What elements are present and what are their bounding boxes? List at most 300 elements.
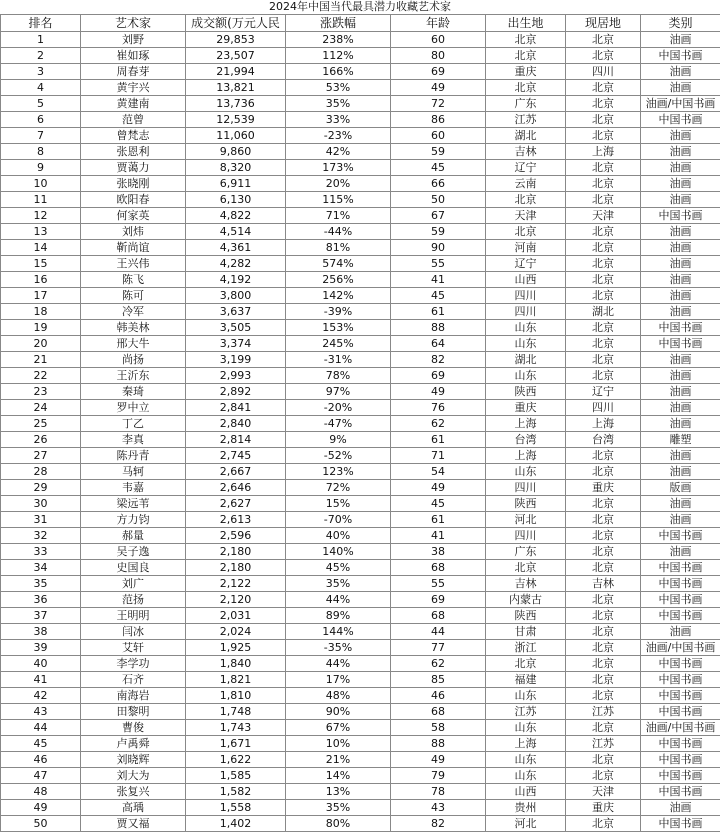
cell-rank: 4 — [1, 80, 81, 96]
cell-rank: 47 — [1, 768, 81, 784]
cell-rank: 14 — [1, 240, 81, 256]
cell-artist: 史国良 — [81, 560, 186, 576]
cell-turnover: 12,539 — [186, 112, 286, 128]
header-row — [1, 15, 720, 32]
cell-age: 46 — [391, 688, 486, 704]
cell-residence: 四川 — [566, 64, 641, 80]
cell-rank: 42 — [1, 688, 81, 704]
cell-rank: 27 — [1, 448, 81, 464]
cell-category: 油画 — [641, 192, 720, 208]
cell-turnover: 2,180 — [186, 560, 286, 576]
cell-rank: 43 — [1, 704, 81, 720]
cell-turnover: 4,822 — [186, 208, 286, 224]
sheet-title: 2024年中国当代最具潜力收藏艺术家 — [0, 0, 720, 15]
cell-artist: 秦琦 — [81, 384, 186, 400]
cell-category: 中国书画 — [641, 672, 720, 688]
cell-birthplace: 辽宁 — [486, 256, 566, 272]
cell-birthplace: 陕西 — [486, 496, 566, 512]
cell-residence: 北京 — [566, 512, 641, 528]
cell-age: 61 — [391, 304, 486, 320]
cell-category: 中国书画 — [641, 528, 720, 544]
cell-birthplace: 山西 — [486, 784, 566, 800]
cell-category: 油画 — [641, 496, 720, 512]
cell-age: 62 — [391, 656, 486, 672]
cell-residence: 北京 — [566, 240, 641, 256]
cell-turnover: 2,993 — [186, 368, 286, 384]
cell-turnover: 6,130 — [186, 192, 286, 208]
cell-artist: 刘大为 — [81, 768, 186, 784]
table-row — [1, 48, 720, 64]
cell-category: 油画 — [641, 128, 720, 144]
table-row — [1, 256, 720, 272]
cell-artist: 崔如琢 — [81, 48, 186, 64]
cell-birthplace: 山东 — [486, 768, 566, 784]
cell-change: 45% — [286, 560, 391, 576]
cell-age: 82 — [391, 352, 486, 368]
cell-birthplace: 福建 — [486, 672, 566, 688]
cell-residence: 北京 — [566, 32, 641, 48]
cell-rank: 33 — [1, 544, 81, 560]
cell-turnover: 2,841 — [186, 400, 286, 416]
cell-category: 中国书画 — [641, 768, 720, 784]
cell-artist: 张晓刚 — [81, 176, 186, 192]
cell-age: 86 — [391, 112, 486, 128]
cell-artist: 李学功 — [81, 656, 186, 672]
cell-residence: 北京 — [566, 320, 641, 336]
cell-rank: 7 — [1, 128, 81, 144]
cell-rank: 5 — [1, 96, 81, 112]
cell-category: 中国书画 — [641, 576, 720, 592]
table-row — [1, 384, 720, 400]
cell-residence: 北京 — [566, 112, 641, 128]
cell-turnover: 13,821 — [186, 80, 286, 96]
cell-category: 版画 — [641, 480, 720, 496]
cell-birthplace: 贵州 — [486, 800, 566, 816]
cell-turnover: 1,585 — [186, 768, 286, 784]
cell-rank: 9 — [1, 160, 81, 176]
table-row — [1, 720, 720, 736]
cell-artist: 王明明 — [81, 608, 186, 624]
cell-rank: 15 — [1, 256, 81, 272]
cell-artist: 卢禹舜 — [81, 736, 186, 752]
cell-artist: 王兴伟 — [81, 256, 186, 272]
table-row — [1, 656, 720, 672]
cell-artist: 丁乙 — [81, 416, 186, 432]
cell-turnover: 4,361 — [186, 240, 286, 256]
table-row — [1, 608, 720, 624]
cell-turnover: 2,646 — [186, 480, 286, 496]
cell-artist: 邢大牛 — [81, 336, 186, 352]
cell-category: 油画 — [641, 384, 720, 400]
cell-category: 中国书画 — [641, 560, 720, 576]
cell-turnover: 9,860 — [186, 144, 286, 160]
header-birthplace: 出生地 — [486, 15, 566, 32]
cell-artist: 闫冰 — [81, 624, 186, 640]
cell-category: 中国书画 — [641, 112, 720, 128]
cell-change: 67% — [286, 720, 391, 736]
table-row — [1, 96, 720, 112]
cell-residence: 台湾 — [566, 432, 641, 448]
cell-change: -70% — [286, 512, 391, 528]
table-row — [1, 416, 720, 432]
cell-turnover: 1,748 — [186, 704, 286, 720]
cell-residence: 北京 — [566, 720, 641, 736]
cell-category: 油画/中国书画 — [641, 720, 720, 736]
table-row — [1, 32, 720, 48]
cell-residence: 天津 — [566, 208, 641, 224]
cell-artist: 黄宇兴 — [81, 80, 186, 96]
cell-rank: 41 — [1, 672, 81, 688]
cell-age: 45 — [391, 288, 486, 304]
cell-turnover: 2,814 — [186, 432, 286, 448]
cell-turnover: 2,840 — [186, 416, 286, 432]
cell-turnover: 2,024 — [186, 624, 286, 640]
cell-artist: 张复兴 — [81, 784, 186, 800]
cell-age: 41 — [391, 528, 486, 544]
cell-rank: 19 — [1, 320, 81, 336]
cell-change: 123% — [286, 464, 391, 480]
cell-age: 59 — [391, 224, 486, 240]
cell-change: -31% — [286, 352, 391, 368]
cell-birthplace: 四川 — [486, 528, 566, 544]
cell-birthplace: 河南 — [486, 240, 566, 256]
cell-artist: 曾梵志 — [81, 128, 186, 144]
cell-rank: 22 — [1, 368, 81, 384]
cell-category: 油画 — [641, 80, 720, 96]
cell-change: -23% — [286, 128, 391, 144]
cell-birthplace: 山东 — [486, 368, 566, 384]
cell-age: 43 — [391, 800, 486, 816]
cell-change: -20% — [286, 400, 391, 416]
cell-rank: 40 — [1, 656, 81, 672]
cell-change: 142% — [286, 288, 391, 304]
cell-turnover: 1,925 — [186, 640, 286, 656]
cell-turnover: 2,667 — [186, 464, 286, 480]
cell-birthplace: 湖北 — [486, 128, 566, 144]
cell-rank: 28 — [1, 464, 81, 480]
cell-residence: 江苏 — [566, 704, 641, 720]
cell-artist: 田黎明 — [81, 704, 186, 720]
cell-rank: 1 — [1, 32, 81, 48]
cell-residence: 上海 — [566, 144, 641, 160]
cell-artist: 韦嘉 — [81, 480, 186, 496]
cell-turnover: 11,060 — [186, 128, 286, 144]
cell-residence: 北京 — [566, 656, 641, 672]
cell-birthplace: 山东 — [486, 752, 566, 768]
cell-residence: 北京 — [566, 336, 641, 352]
table-row — [1, 480, 720, 496]
cell-change: 256% — [286, 272, 391, 288]
cell-category: 中国书画 — [641, 784, 720, 800]
cell-birthplace: 山东 — [486, 688, 566, 704]
cell-turnover: 29,853 — [186, 32, 286, 48]
cell-artist: 吴子逸 — [81, 544, 186, 560]
cell-birthplace: 江苏 — [486, 704, 566, 720]
cell-change: 115% — [286, 192, 391, 208]
cell-residence: 北京 — [566, 48, 641, 64]
cell-change: 44% — [286, 592, 391, 608]
cell-category: 中国书画 — [641, 208, 720, 224]
cell-change: 17% — [286, 672, 391, 688]
cell-age: 67 — [391, 208, 486, 224]
cell-age: 71 — [391, 448, 486, 464]
cell-category: 油画 — [641, 544, 720, 560]
cell-birthplace: 重庆 — [486, 400, 566, 416]
header-rank: 排名 — [1, 15, 81, 32]
cell-age: 58 — [391, 720, 486, 736]
cell-turnover: 3,199 — [186, 352, 286, 368]
cell-birthplace: 江苏 — [486, 112, 566, 128]
cell-change: 81% — [286, 240, 391, 256]
cell-age: 76 — [391, 400, 486, 416]
cell-artist: 李真 — [81, 432, 186, 448]
cell-rank: 44 — [1, 720, 81, 736]
cell-birthplace: 北京 — [486, 192, 566, 208]
cell-birthplace: 北京 — [486, 48, 566, 64]
cell-rank: 30 — [1, 496, 81, 512]
cell-change: 153% — [286, 320, 391, 336]
cell-birthplace: 山东 — [486, 336, 566, 352]
cell-change: 166% — [286, 64, 391, 80]
cell-artist: 刘晓辉 — [81, 752, 186, 768]
cell-rank: 3 — [1, 64, 81, 80]
table-row — [1, 208, 720, 224]
table-row — [1, 80, 720, 96]
cell-category: 中国书画 — [641, 704, 720, 720]
cell-artist: 靳尚谊 — [81, 240, 186, 256]
cell-residence: 北京 — [566, 640, 641, 656]
cell-category: 油画 — [641, 64, 720, 80]
cell-residence: 北京 — [566, 96, 641, 112]
table-row — [1, 64, 720, 80]
cell-residence: 北京 — [566, 224, 641, 240]
cell-rank: 37 — [1, 608, 81, 624]
cell-residence: 北京 — [566, 624, 641, 640]
cell-artist: 南海岩 — [81, 688, 186, 704]
cell-residence: 北京 — [566, 496, 641, 512]
cell-age: 64 — [391, 336, 486, 352]
table-row — [1, 192, 720, 208]
cell-age: 55 — [391, 576, 486, 592]
cell-birthplace: 山东 — [486, 320, 566, 336]
cell-rank: 23 — [1, 384, 81, 400]
header-category: 类别 — [641, 15, 720, 32]
cell-artist: 罗中立 — [81, 400, 186, 416]
cell-birthplace: 上海 — [486, 448, 566, 464]
cell-rank: 24 — [1, 400, 81, 416]
cell-birthplace: 上海 — [486, 736, 566, 752]
table-row — [1, 368, 720, 384]
table-row — [1, 128, 720, 144]
cell-turnover: 1,582 — [186, 784, 286, 800]
table-row — [1, 432, 720, 448]
cell-turnover: 1,840 — [186, 656, 286, 672]
table-row — [1, 240, 720, 256]
cell-change: 72% — [286, 480, 391, 496]
cell-artist: 黄建南 — [81, 96, 186, 112]
cell-residence: 北京 — [566, 688, 641, 704]
cell-birthplace: 陕西 — [486, 384, 566, 400]
cell-birthplace: 北京 — [486, 656, 566, 672]
cell-change: 80% — [286, 816, 391, 832]
cell-turnover: 13,736 — [186, 96, 286, 112]
cell-turnover: 1,622 — [186, 752, 286, 768]
cell-turnover: 2,596 — [186, 528, 286, 544]
cell-category: 油画 — [641, 144, 720, 160]
cell-residence: 北京 — [566, 288, 641, 304]
cell-age: 69 — [391, 64, 486, 80]
cell-age: 38 — [391, 544, 486, 560]
cell-residence: 天津 — [566, 784, 641, 800]
cell-age: 66 — [391, 176, 486, 192]
cell-change: 35% — [286, 800, 391, 816]
table-row — [1, 512, 720, 528]
table-row — [1, 768, 720, 784]
cell-turnover: 3,637 — [186, 304, 286, 320]
cell-age: 41 — [391, 272, 486, 288]
cell-residence: 北京 — [566, 608, 641, 624]
table-row — [1, 688, 720, 704]
cell-category: 油画 — [641, 272, 720, 288]
cell-age: 49 — [391, 384, 486, 400]
table-row — [1, 352, 720, 368]
cell-turnover: 1,743 — [186, 720, 286, 736]
cell-artist: 陈可 — [81, 288, 186, 304]
cell-category: 油画 — [641, 512, 720, 528]
cell-age: 55 — [391, 256, 486, 272]
cell-birthplace: 广东 — [486, 544, 566, 560]
cell-birthplace: 内蒙古 — [486, 592, 566, 608]
cell-birthplace: 北京 — [486, 32, 566, 48]
table-row — [1, 336, 720, 352]
cell-change: 574% — [286, 256, 391, 272]
cell-residence: 辽宁 — [566, 384, 641, 400]
cell-change: 245% — [286, 336, 391, 352]
cell-rank: 26 — [1, 432, 81, 448]
cell-change: 71% — [286, 208, 391, 224]
cell-turnover: 2,613 — [186, 512, 286, 528]
cell-birthplace: 湖北 — [486, 352, 566, 368]
cell-rank: 34 — [1, 560, 81, 576]
cell-residence: 北京 — [566, 752, 641, 768]
cell-birthplace: 四川 — [486, 480, 566, 496]
table-row — [1, 624, 720, 640]
cell-rank: 11 — [1, 192, 81, 208]
cell-change: 44% — [286, 656, 391, 672]
cell-artist: 欧阳春 — [81, 192, 186, 208]
table-row — [1, 544, 720, 560]
cell-birthplace: 河北 — [486, 816, 566, 832]
cell-turnover: 3,800 — [186, 288, 286, 304]
cell-change: 14% — [286, 768, 391, 784]
cell-residence: 北京 — [566, 368, 641, 384]
cell-age: 79 — [391, 768, 486, 784]
cell-residence: 北京 — [566, 672, 641, 688]
cell-turnover: 4,282 — [186, 256, 286, 272]
cell-category: 中国书画 — [641, 656, 720, 672]
cell-residence: 重庆 — [566, 480, 641, 496]
cell-rank: 50 — [1, 816, 81, 832]
cell-category: 油画 — [641, 288, 720, 304]
cell-age: 88 — [391, 736, 486, 752]
cell-category: 中国书画 — [641, 48, 720, 64]
table-row — [1, 320, 720, 336]
table-body — [1, 32, 720, 832]
cell-artist: 郝量 — [81, 528, 186, 544]
cell-category: 油画 — [641, 368, 720, 384]
table-row — [1, 576, 720, 592]
cell-birthplace: 吉林 — [486, 144, 566, 160]
cell-residence: 北京 — [566, 192, 641, 208]
cell-rank: 8 — [1, 144, 81, 160]
table-row — [1, 288, 720, 304]
cell-change: 35% — [286, 576, 391, 592]
cell-rank: 18 — [1, 304, 81, 320]
cell-birthplace: 辽宁 — [486, 160, 566, 176]
cell-change: -44% — [286, 224, 391, 240]
cell-rank: 48 — [1, 784, 81, 800]
cell-age: 45 — [391, 160, 486, 176]
cell-birthplace: 重庆 — [486, 64, 566, 80]
cell-category: 中国书画 — [641, 816, 720, 832]
cell-artist: 贾又福 — [81, 816, 186, 832]
header-age: 年龄 — [391, 15, 486, 32]
cell-residence: 吉林 — [566, 576, 641, 592]
cell-rank: 25 — [1, 416, 81, 432]
cell-rank: 29 — [1, 480, 81, 496]
cell-artist: 刘炜 — [81, 224, 186, 240]
table-row — [1, 784, 720, 800]
cell-turnover: 2,031 — [186, 608, 286, 624]
cell-age: 72 — [391, 96, 486, 112]
cell-artist: 梁远苇 — [81, 496, 186, 512]
cell-rank: 38 — [1, 624, 81, 640]
cell-residence: 北京 — [566, 544, 641, 560]
cell-rank: 6 — [1, 112, 81, 128]
cell-change: 33% — [286, 112, 391, 128]
cell-birthplace: 北京 — [486, 80, 566, 96]
cell-artist: 刘野 — [81, 32, 186, 48]
cell-artist: 冷军 — [81, 304, 186, 320]
cell-turnover: 1,671 — [186, 736, 286, 752]
cell-category: 雕塑 — [641, 432, 720, 448]
cell-age: 80 — [391, 48, 486, 64]
cell-artist: 高瑀 — [81, 800, 186, 816]
cell-residence: 重庆 — [566, 800, 641, 816]
cell-category: 油画/中国书画 — [641, 640, 720, 656]
cell-category: 油画/中国书画 — [641, 96, 720, 112]
cell-age: 60 — [391, 32, 486, 48]
cell-category: 油画 — [641, 352, 720, 368]
cell-change: -52% — [286, 448, 391, 464]
cell-rank: 20 — [1, 336, 81, 352]
cell-age: 59 — [391, 144, 486, 160]
cell-age: 69 — [391, 368, 486, 384]
cell-age: 45 — [391, 496, 486, 512]
cell-rank: 2 — [1, 48, 81, 64]
cell-change: 35% — [286, 96, 391, 112]
cell-residence: 北京 — [566, 352, 641, 368]
header-residence: 现居地 — [566, 15, 641, 32]
table-row — [1, 144, 720, 160]
table-row — [1, 672, 720, 688]
cell-age: 77 — [391, 640, 486, 656]
cell-turnover: 4,514 — [186, 224, 286, 240]
cell-age: 68 — [391, 560, 486, 576]
cell-rank: 45 — [1, 736, 81, 752]
cell-birthplace: 山东 — [486, 720, 566, 736]
cell-age: 44 — [391, 624, 486, 640]
